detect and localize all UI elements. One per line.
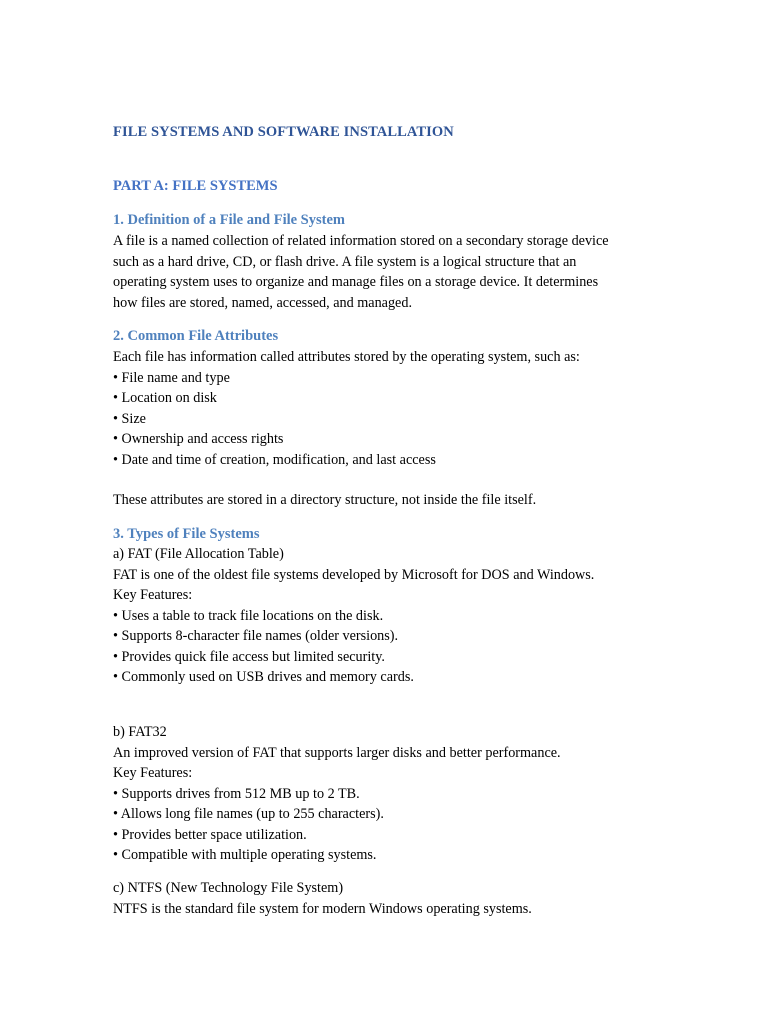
list-item: • Allows long file names (up to 255 characters). bbox=[113, 806, 384, 822]
document-title: FILE SYSTEMS AND SOFTWARE INSTALLATION bbox=[113, 124, 454, 140]
fat32-label: b) FAT32 bbox=[113, 724, 167, 740]
fat32-features-label: Key Features: bbox=[113, 765, 193, 781]
part-a-heading: PART A: FILE SYSTEMS bbox=[113, 178, 278, 194]
section1-line: A file is a named collection of related information stored on a secondary storage device bbox=[113, 233, 609, 249]
ntfs-desc: NTFS is the standard file system for modern Windows operating systems. bbox=[113, 900, 532, 917]
ntfs-label: c) NTFS (New Technology File System) bbox=[113, 880, 344, 896]
section1-line: operating system uses to organize and manage files on a storage device. It determines bbox=[113, 274, 599, 290]
list-item: • File name and type bbox=[113, 369, 230, 386]
section1-line: such as a hard drive, CD, or flash drive. A file system is a logical structure that an bbox=[113, 253, 577, 270]
fat-features-label: Key Features: bbox=[113, 587, 193, 603]
section2-note: These attributes are stored in a directory structure, not inside the file itself. bbox=[113, 492, 537, 508]
section3-heading: 3. Types of File Systems bbox=[113, 526, 260, 542]
list-item: • Supports 8-character file names (older versions). bbox=[113, 628, 399, 644]
fat32-block bbox=[113, 722, 561, 866]
list-item: • Compatible with multiple operating systems. bbox=[113, 847, 377, 863]
fat-block bbox=[113, 544, 594, 688]
list-item: • Location on disk bbox=[113, 390, 217, 406]
section1-line: how files are stored, named, accessed, and managed. bbox=[113, 294, 412, 311]
list-item: • Supports drives from 512 MB up to 2 TB. bbox=[113, 785, 360, 802]
list-item: • Provides better space utilization. bbox=[113, 826, 307, 843]
section1-body bbox=[113, 231, 609, 313]
section2-intro: Each file has information called attributes stored by the operating system, such as: bbox=[113, 349, 580, 365]
fat-desc: FAT is one of the oldest file systems developed by Microsoft for DOS and Windows. bbox=[113, 566, 595, 583]
section2-body bbox=[113, 347, 580, 470]
ntfs-block bbox=[113, 878, 532, 919]
fat32-desc: An improved version of FAT that supports larger disks and better performance. bbox=[113, 744, 561, 761]
list-item: • Size bbox=[113, 410, 146, 427]
list-item: • Provides quick file access but limited security. bbox=[113, 648, 385, 665]
list-item: • Commonly used on USB drives and memory cards. bbox=[113, 669, 414, 685]
list-item: • Date and time of creation, modification, and last access bbox=[113, 451, 436, 468]
list-item: • Ownership and access rights bbox=[113, 431, 284, 447]
list-item: • Uses a table to track file locations on the disk. bbox=[113, 607, 384, 624]
section1-heading: 1. Definition of a File and File System bbox=[113, 212, 345, 228]
section2-heading: 2. Common File Attributes bbox=[113, 328, 279, 344]
fat-label: a) FAT (File Allocation Table) bbox=[113, 546, 284, 562]
